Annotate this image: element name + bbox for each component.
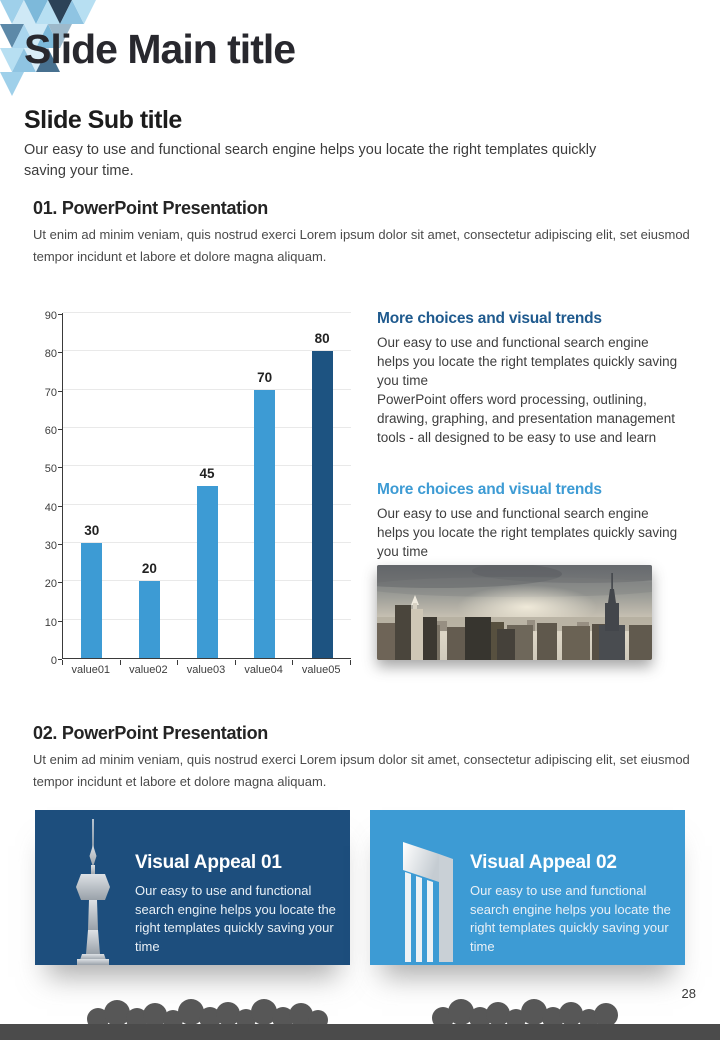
bar-value-label: 30 (84, 523, 100, 538)
section-2-title: 02. PowerPoint Presentation (33, 723, 268, 743)
y-tick-mark (58, 467, 62, 468)
x-tick-mark (292, 660, 293, 665)
y-tick-mark (58, 621, 62, 622)
y-tick-label: 10 (44, 616, 57, 629)
section-1-paragraph: Ut enim ad minim veniam, quis nostrud exerci Lorem ipsum dolor sit amet, consectetur adipiscing elit, set eiusmod tempor incidunt et labore et dolore magna aliquam. (33, 227, 690, 264)
page-number: 28 (681, 986, 696, 1001)
tower-silhouette-icon (47, 810, 139, 965)
bar-value04 (254, 390, 275, 658)
bar-chart (35, 305, 357, 682)
x-tick-mark (62, 660, 63, 665)
visual-appeal-card-1 (35, 810, 350, 965)
y-tick-label: 30 (44, 540, 57, 552)
gridline (63, 427, 351, 428)
feature-block-1-paragraph-2: PowerPoint offers word processing, outlining, drawing, graphing, and presentation management tools - all designed to be easy to use and learn (377, 392, 675, 445)
bar-value-label: 80 (314, 331, 330, 347)
y-tick-label: 40 (44, 501, 57, 514)
card-2-body: Our easy to use and functional search engine helps you locate the right templates quickly saving your time (470, 883, 671, 954)
feature-block-2-heading: More choices and visual trends (377, 481, 602, 498)
x-tick-label: value03 (186, 664, 226, 676)
card-1-body: Our easy to use and functional search engine helps you locate the right templates quickly saving your time (135, 883, 336, 954)
gridline (63, 312, 351, 313)
bar-value03 (197, 486, 218, 659)
visual-appeal-card-2 (370, 810, 685, 965)
gridline (63, 389, 351, 390)
bar-value01 (81, 543, 102, 658)
x-tick-label: value05 (301, 664, 341, 676)
y-tick-label: 0 (50, 655, 57, 667)
page-title: Slide Main title (24, 26, 296, 72)
x-tick-label: value04 (244, 664, 283, 676)
section-2-paragraph: Ut enim ad minim veniam, quis nostrud exerci Lorem ipsum dolor sit amet, consectetur adipiscing elit, set eiusmod tempor incidunt et labore et dolore magna aliquam. (33, 752, 690, 789)
y-tick-mark (58, 391, 62, 392)
y-tick-mark (58, 506, 62, 507)
y-tick-mark (58, 544, 62, 545)
x-tick-label: value01 (71, 664, 111, 676)
card-2-title: Visual Appeal 02 (470, 852, 617, 873)
x-tick-mark (120, 660, 121, 665)
section-1-title: 01. PowerPoint Presentation (33, 198, 268, 218)
sub-title: Slide Sub title (24, 106, 182, 134)
y-tick-label: 90 (44, 310, 57, 322)
intro-paragraph: Our easy to use and functional search engine helps you locate the right templates quickly saving your time. (24, 142, 597, 179)
bar-value-label: 45 (199, 465, 215, 481)
bar-value-label: 70 (257, 369, 273, 385)
y-tick-mark (58, 429, 62, 430)
y-tick-mark (58, 582, 62, 583)
chart-plot (62, 313, 351, 659)
gridline (63, 350, 351, 351)
building-silhouette-icon (382, 810, 474, 965)
x-tick-mark (350, 660, 351, 665)
bar-value02 (139, 581, 160, 658)
x-tick-mark (235, 660, 236, 665)
y-tick-label: 20 (44, 578, 57, 591)
footer-bush-silhouette (0, 998, 720, 1040)
y-tick-label: 70 (44, 386, 57, 399)
y-tick-label: 80 (44, 348, 57, 361)
y-tick-label: 50 (44, 463, 57, 476)
card-1-title: Visual Appeal 01 (135, 852, 282, 873)
feature-block-2-paragraph: Our easy to use and functional search engine helps you locate the right templates quickly saving you time (377, 506, 678, 559)
feature-block-1-paragraph-1: Our easy to use and functional search engine helps you locate the right templates quickly saving you time (377, 335, 678, 388)
bar-value-label: 20 (141, 561, 157, 577)
y-tick-label: 60 (44, 425, 57, 437)
y-tick-mark (58, 352, 62, 353)
x-tick-mark (177, 660, 178, 665)
city-skyline-photo (377, 565, 652, 660)
y-tick-mark (58, 314, 62, 315)
x-tick-label: value02 (129, 664, 168, 676)
feature-block-1-heading: More choices and visual trends (377, 310, 602, 327)
bar-value05 (312, 351, 333, 658)
